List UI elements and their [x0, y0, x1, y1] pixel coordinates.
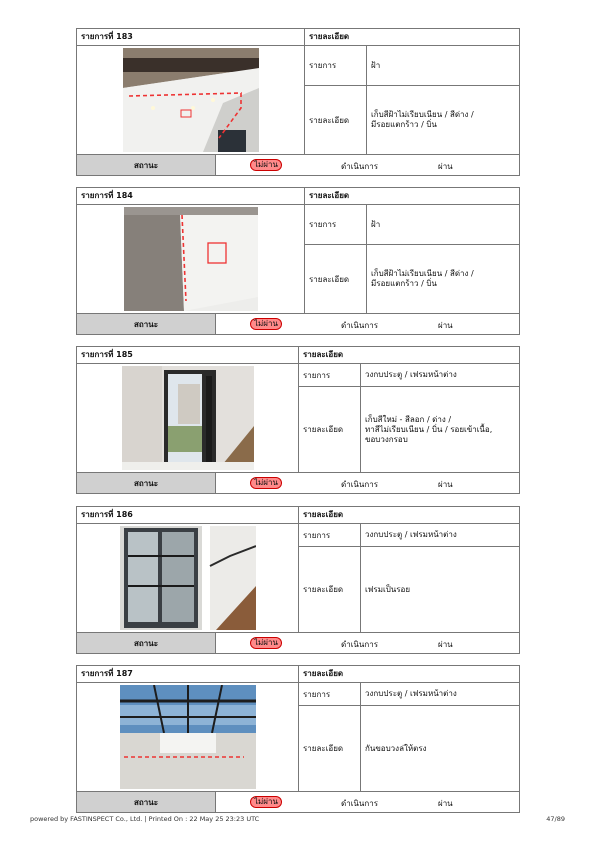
- page-number: 47/89: [546, 815, 565, 823]
- detail-header: รายละเอียด: [303, 350, 344, 359]
- item-label: รายการ: [305, 205, 367, 244]
- status-label: สถานะ: [77, 473, 216, 493]
- item-label: รายการ: [299, 683, 361, 705]
- status-label: สถานะ: [77, 155, 216, 175]
- status-fail-badge: ไม่ผ่าน: [250, 159, 282, 171]
- inspection-item-184: [76, 187, 520, 335]
- detail-header: รายละเอียด: [303, 669, 344, 678]
- status-options: [216, 155, 519, 175]
- item-title: รายการที่ 186: [77, 507, 299, 523]
- status-label: สถานะ: [77, 792, 216, 812]
- item-value: ฝ้า: [371, 60, 381, 70]
- detail-label: รายละเอียด: [299, 387, 361, 472]
- detail-line: เก็บสีใหม่ - สีลอก / ด่าง /: [365, 414, 452, 424]
- detail-line: มีรอยแตกร้าว / บิ่น: [371, 120, 437, 129]
- item-photo: [77, 46, 305, 154]
- status-in-progress: ดำเนินการ: [341, 321, 378, 330]
- status-fail-badge: ไม่ผ่าน: [250, 637, 282, 649]
- inspection-item-183: [76, 28, 520, 176]
- detail-header: รายละเอียด: [309, 32, 350, 41]
- status-in-progress: ดำเนินการ: [341, 799, 378, 808]
- status-pass: ผ่าน: [438, 799, 453, 808]
- status-in-progress: ดำเนินการ: [341, 162, 378, 171]
- status-pass: ผ่าน: [438, 480, 453, 489]
- status-options: [216, 473, 519, 493]
- status-fail-badge: ไม่ผ่าน: [250, 796, 282, 808]
- item-value: วงกบประตู / เฟรมหน้าต่าง: [365, 689, 457, 698]
- status-pass: ผ่าน: [438, 640, 453, 649]
- ceiling-corner-photo: [124, 207, 258, 311]
- door-frame-photo: [122, 366, 254, 470]
- status-options: [216, 633, 519, 653]
- skylight-frame-photo: [120, 685, 256, 789]
- item-photo: [77, 683, 299, 791]
- detail-label: รายละเอียด: [299, 706, 361, 791]
- status-options: [216, 792, 519, 812]
- status-fail-badge: ไม่ผ่าน: [250, 318, 282, 330]
- detail-line: เก็บสีฝ้าไม่เรียบเนียน / สีด่าง /: [371, 110, 474, 119]
- item-label: รายการ: [299, 524, 361, 546]
- inspection-item-187: [76, 665, 520, 813]
- status-options: [216, 314, 519, 334]
- item-title: รายการที่ 185: [77, 347, 299, 363]
- status-label: สถานะ: [77, 633, 216, 653]
- status-pass: ผ่าน: [438, 162, 453, 171]
- detail-label: รายละเอียด: [299, 547, 361, 632]
- status-pass: ผ่าน: [438, 321, 453, 330]
- ceiling-photo: [123, 48, 259, 152]
- page-footer: [30, 815, 565, 823]
- item-title: รายการที่ 183: [77, 29, 305, 45]
- item-photo: [77, 524, 299, 632]
- inspection-item-186: [76, 506, 520, 654]
- detail-label: รายละเอียด: [305, 86, 367, 154]
- detail-header: รายละเอียด: [303, 510, 344, 519]
- status-in-progress: ดำเนินการ: [341, 640, 378, 649]
- item-value: วงกบประตู / เฟรมหน้าต่าง: [365, 370, 457, 379]
- item-value: วงกบประตู / เฟรมหน้าต่าง: [365, 530, 457, 539]
- detail-line: เก็บสีฝ้าไม่เรียบเนียน / สีด่าง /: [371, 269, 474, 278]
- detail-line: มีรอยแตกร้าว / บิ่น: [371, 279, 437, 288]
- item-label: รายการ: [299, 364, 361, 386]
- item-photo: [77, 205, 305, 313]
- inspection-item-185: [76, 346, 520, 494]
- detail-line: เฟรมเป็นรอย: [365, 584, 411, 594]
- detail-line: กันขอบวงล่ให้ตรง: [365, 743, 427, 753]
- status-label: สถานะ: [77, 314, 216, 334]
- detail-label: รายละเอียด: [305, 245, 367, 313]
- detail-line: ทาสีไม่เรียบเนียน / บิ่น / รอยเข้าเนื้อ,: [365, 424, 493, 434]
- status-fail-badge: ไม่ผ่าน: [250, 477, 282, 489]
- window-frame-photo: [120, 526, 256, 630]
- item-value: ฝ้า: [371, 219, 381, 229]
- detail-line: ขอบวงกรอบ: [365, 434, 408, 444]
- item-title: รายการที่ 184: [77, 188, 305, 204]
- item-label: รายการ: [305, 46, 367, 85]
- detail-header: รายละเอียด: [309, 191, 350, 200]
- item-title: รายการที่ 187: [77, 666, 299, 682]
- footer-printed-info: powered by FASTINSPECT Co., Ltd. | Printed On : 22 May 25 23:23 UTC: [30, 815, 260, 823]
- item-photo: [77, 364, 299, 472]
- status-in-progress: ดำเนินการ: [341, 480, 378, 489]
